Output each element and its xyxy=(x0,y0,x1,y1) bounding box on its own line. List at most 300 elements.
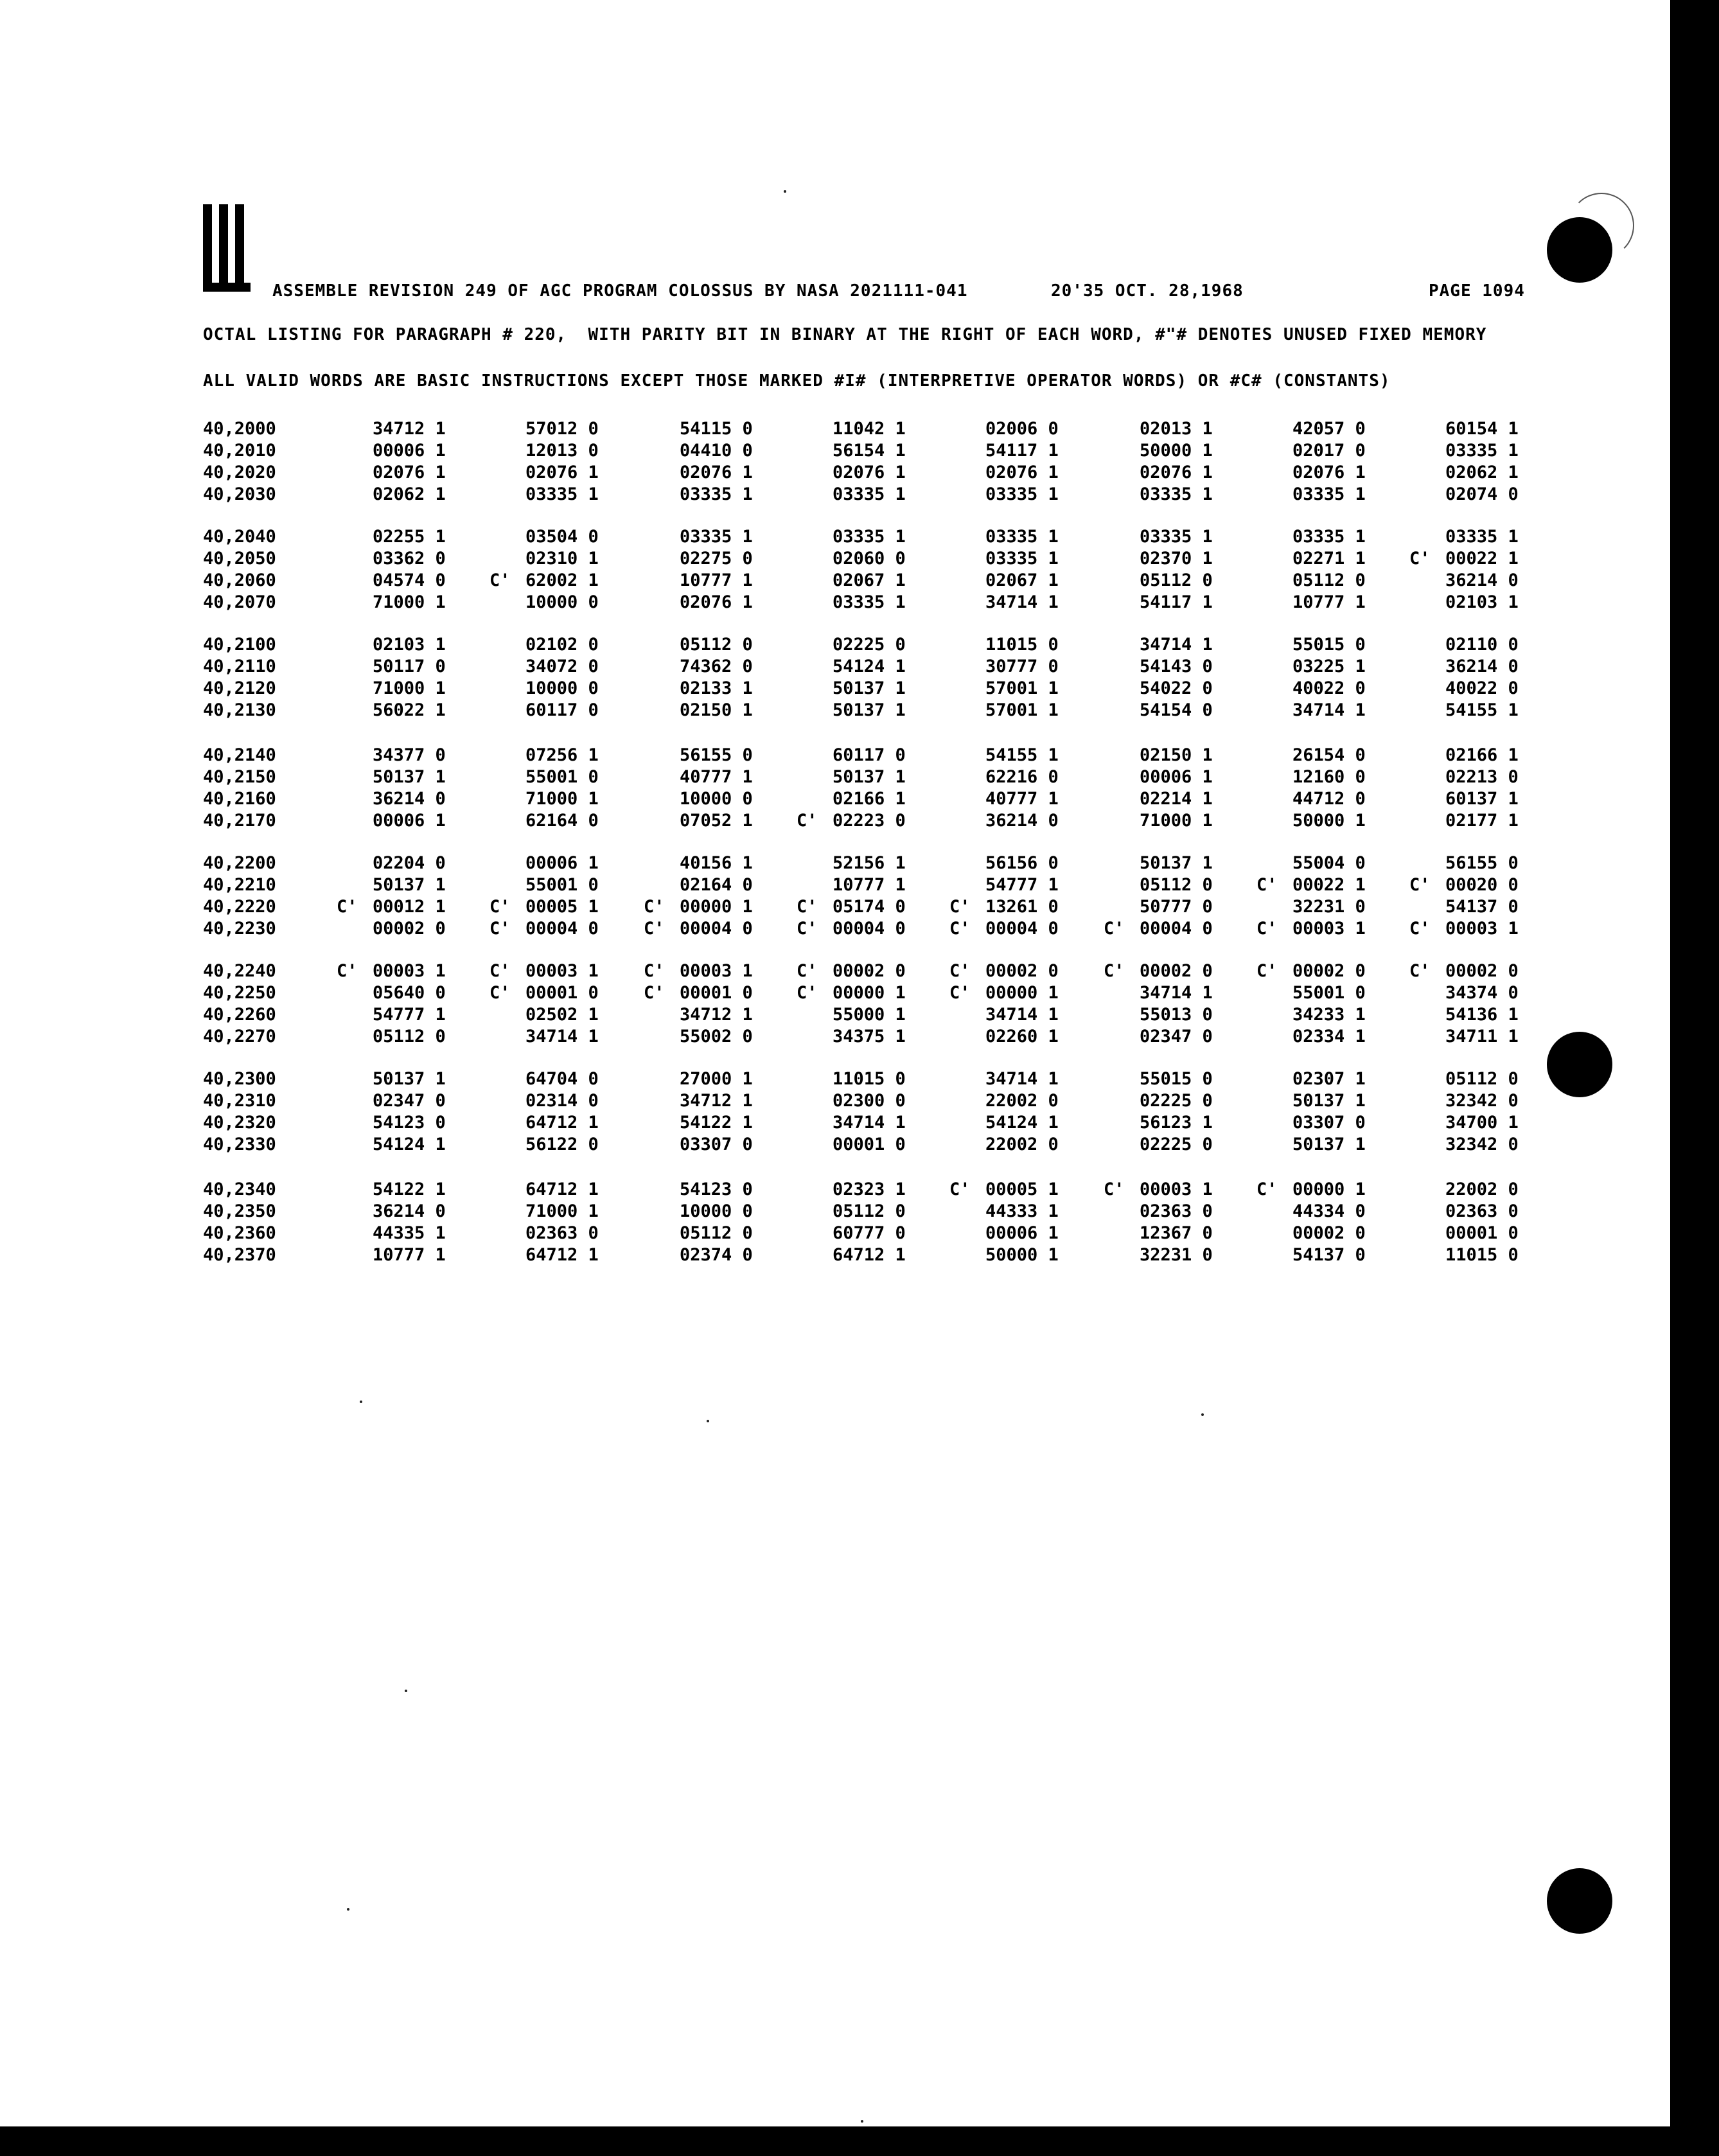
octal-word: 54777 1 xyxy=(373,1005,446,1025)
octal-word: 34714 1 xyxy=(1140,635,1213,655)
constant-marker: C' xyxy=(1104,1180,1125,1199)
octal-word: 50137 1 xyxy=(373,1069,446,1089)
octal-word: 00002 0 xyxy=(373,919,446,939)
octal-word: 34714 1 xyxy=(985,1069,1059,1089)
octal-word: 54777 1 xyxy=(985,875,1059,895)
octal-word: 54137 0 xyxy=(1292,1245,1366,1265)
constant-marker: C' xyxy=(797,983,818,1003)
octal-word: 02300 0 xyxy=(833,1091,906,1111)
octal-word: 02314 0 xyxy=(525,1091,599,1111)
constant-marker: C' xyxy=(337,961,358,981)
octal-word: 54117 1 xyxy=(1140,592,1213,612)
octal-word: 60137 1 xyxy=(1445,789,1519,809)
octal-word: 56022 1 xyxy=(373,700,446,720)
octal-word: 00004 0 xyxy=(1140,919,1213,939)
octal-word: 02076 1 xyxy=(1140,463,1213,482)
octal-word: 13261 0 xyxy=(985,897,1059,917)
octal-word: 00004 0 xyxy=(680,919,753,939)
octal-word: 40156 1 xyxy=(680,853,753,873)
scan-speck xyxy=(1201,1413,1204,1416)
octal-word: 02067 1 xyxy=(833,570,906,590)
octal-word: 34375 1 xyxy=(833,1027,906,1047)
octal-word: 56155 0 xyxy=(1445,853,1519,873)
octal-word: 05112 0 xyxy=(1292,570,1366,590)
row-address: 40,2160 xyxy=(203,789,276,809)
octal-word: 03362 0 xyxy=(373,549,446,569)
row-address: 40,2360 xyxy=(203,1223,276,1243)
octal-word: 50137 1 xyxy=(1292,1135,1366,1154)
octal-word: 00002 0 xyxy=(1292,961,1366,981)
octal-word: 50000 1 xyxy=(1140,441,1213,461)
row-address: 40,2110 xyxy=(203,657,276,676)
octal-word: 02150 1 xyxy=(1140,745,1213,765)
octal-word: 27000 1 xyxy=(680,1069,753,1089)
octal-word: 40777 1 xyxy=(680,767,753,787)
octal-word: 57001 1 xyxy=(985,700,1059,720)
octal-word: 02076 1 xyxy=(373,463,446,482)
octal-word: 03504 0 xyxy=(525,527,599,547)
octal-word: 60117 0 xyxy=(525,700,599,720)
octal-word: 34711 1 xyxy=(1445,1027,1519,1047)
octal-word: 03335 1 xyxy=(1292,484,1366,504)
constant-marker: C' xyxy=(949,983,971,1003)
octal-word: 02310 1 xyxy=(525,549,599,569)
octal-word: 55001 0 xyxy=(1292,983,1366,1003)
octal-word: 02150 1 xyxy=(680,700,753,720)
octal-word: 02062 1 xyxy=(373,484,446,504)
octal-word: 54155 1 xyxy=(1445,700,1519,720)
octal-word: 50137 1 xyxy=(1140,853,1213,873)
octal-word: 36214 0 xyxy=(1445,570,1519,590)
octal-word: 02363 0 xyxy=(1140,1201,1213,1221)
octal-word: 54124 1 xyxy=(833,657,906,676)
octal-word: 02076 1 xyxy=(525,463,599,482)
octal-word: 02110 0 xyxy=(1445,635,1519,655)
octal-word: 02363 0 xyxy=(525,1223,599,1243)
constant-marker: C' xyxy=(797,811,818,831)
octal-word: 34072 0 xyxy=(525,657,599,676)
octal-word: 03335 1 xyxy=(525,484,599,504)
octal-word: 02334 1 xyxy=(1292,1027,1366,1047)
octal-word: 05174 0 xyxy=(833,897,906,917)
row-address: 40,2170 xyxy=(203,811,276,831)
octal-word: 05640 0 xyxy=(373,983,446,1003)
octal-word: 54117 1 xyxy=(985,441,1059,461)
octal-word: 55001 0 xyxy=(525,875,599,895)
octal-word: 07052 1 xyxy=(680,811,753,831)
octal-word: 00004 0 xyxy=(833,919,906,939)
row-address: 40,2050 xyxy=(203,549,276,569)
octal-word: 00002 0 xyxy=(1445,961,1519,981)
octal-word: 02076 1 xyxy=(1292,463,1366,482)
scan-edge xyxy=(1670,0,1719,2156)
octal-word: 00001 0 xyxy=(1445,1223,1519,1243)
row-address: 40,2260 xyxy=(203,1005,276,1025)
octal-word: 05112 0 xyxy=(1445,1069,1519,1089)
octal-word: 00006 1 xyxy=(985,1223,1059,1243)
octal-word: 34374 0 xyxy=(1445,983,1519,1003)
octal-word: 02076 1 xyxy=(833,463,906,482)
octal-word: 03335 1 xyxy=(680,484,753,504)
octal-word: 03335 1 xyxy=(833,592,906,612)
octal-word: 00003 1 xyxy=(525,961,599,981)
octal-word: 05112 0 xyxy=(1140,570,1213,590)
octal-word: 40777 1 xyxy=(985,789,1059,809)
octal-word: 36214 0 xyxy=(985,811,1059,831)
octal-word: 44333 1 xyxy=(985,1201,1059,1221)
listing-start-bars xyxy=(203,204,251,294)
octal-word: 55013 0 xyxy=(1140,1005,1213,1025)
octal-word: 03335 1 xyxy=(985,484,1059,504)
octal-word: 50137 1 xyxy=(833,767,906,787)
octal-word: 54154 0 xyxy=(1140,700,1213,720)
octal-word: 60117 0 xyxy=(833,745,906,765)
octal-word: 02370 1 xyxy=(1140,549,1213,569)
octal-word: 10777 1 xyxy=(680,570,753,590)
octal-word: 64712 1 xyxy=(525,1245,599,1265)
octal-word: 03335 1 xyxy=(1445,441,1519,461)
listing-title: ASSEMBLE REVISION 249 OF AGC PROGRAM COLOSSUS BY NASA 2021111-041 xyxy=(272,281,968,301)
octal-word: 02363 0 xyxy=(1445,1201,1519,1221)
row-address: 40,2310 xyxy=(203,1091,276,1111)
scan-bottom-edge xyxy=(0,2126,1719,2156)
octal-word: 26154 0 xyxy=(1292,745,1366,765)
octal-word: 62002 1 xyxy=(525,570,599,590)
octal-word: 00012 1 xyxy=(373,897,446,917)
octal-word: 00002 0 xyxy=(985,961,1059,981)
octal-word: 02166 1 xyxy=(1445,745,1519,765)
octal-word: 50117 0 xyxy=(373,657,446,676)
octal-word: 56123 1 xyxy=(1140,1113,1213,1133)
octal-word: 00006 1 xyxy=(373,811,446,831)
octal-word: 71000 1 xyxy=(1140,811,1213,831)
octal-word: 11015 0 xyxy=(833,1069,906,1089)
octal-word: 02103 1 xyxy=(1445,592,1519,612)
octal-word: 00006 1 xyxy=(373,441,446,461)
octal-word: 05112 0 xyxy=(680,635,753,655)
row-address: 40,2320 xyxy=(203,1113,276,1133)
octal-word: 03335 1 xyxy=(985,527,1059,547)
octal-word: 55001 0 xyxy=(525,767,599,787)
scan-speck xyxy=(347,1908,349,1911)
octal-word: 32342 0 xyxy=(1445,1091,1519,1111)
constant-marker: C' xyxy=(1409,919,1431,939)
octal-word: 02006 0 xyxy=(985,419,1059,439)
octal-word: 02017 0 xyxy=(1292,441,1366,461)
octal-word: 00005 1 xyxy=(525,897,599,917)
octal-word: 12013 0 xyxy=(525,441,599,461)
octal-word: 03307 0 xyxy=(680,1135,753,1154)
octal-word: 44712 0 xyxy=(1292,789,1366,809)
scan-speck xyxy=(784,190,786,193)
octal-word: 00003 1 xyxy=(373,961,446,981)
octal-word: 54155 1 xyxy=(985,745,1059,765)
octal-word: 50137 1 xyxy=(1292,1091,1366,1111)
octal-word: 03335 1 xyxy=(833,527,906,547)
constant-marker: C' xyxy=(1409,875,1431,895)
octal-word: 00003 1 xyxy=(1445,919,1519,939)
octal-word: 02062 1 xyxy=(1445,463,1519,482)
octal-word: 60154 1 xyxy=(1445,419,1519,439)
octal-word: 02347 0 xyxy=(1140,1027,1213,1047)
octal-word: 02225 0 xyxy=(1140,1091,1213,1111)
row-address: 40,2230 xyxy=(203,919,276,939)
octal-word: 00006 1 xyxy=(1140,767,1213,787)
octal-word: 02166 1 xyxy=(833,789,906,809)
octal-word: 02347 0 xyxy=(373,1091,446,1111)
octal-word: 00022 1 xyxy=(1292,875,1366,895)
octal-word: 00001 0 xyxy=(525,983,599,1003)
octal-word: 10777 1 xyxy=(373,1245,446,1265)
octal-word: 55002 0 xyxy=(680,1027,753,1047)
octal-word: 05112 0 xyxy=(1140,875,1213,895)
octal-word: 62216 0 xyxy=(985,767,1059,787)
octal-word: 10000 0 xyxy=(680,1201,753,1221)
octal-word: 02213 0 xyxy=(1445,767,1519,787)
octal-word: 04574 0 xyxy=(373,570,446,590)
octal-word: 02323 1 xyxy=(833,1180,906,1199)
octal-word: 50000 1 xyxy=(1292,811,1366,831)
octal-word: 02164 0 xyxy=(680,875,753,895)
octal-word: 34233 1 xyxy=(1292,1005,1366,1025)
octal-word: 54143 0 xyxy=(1140,657,1213,676)
octal-word: 56154 1 xyxy=(833,441,906,461)
octal-word: 02275 0 xyxy=(680,549,753,569)
octal-word: 22002 0 xyxy=(1445,1180,1519,1199)
octal-word: 44334 0 xyxy=(1292,1201,1366,1221)
octal-word: 02076 1 xyxy=(680,592,753,612)
octal-word: 54122 1 xyxy=(680,1113,753,1133)
octal-word: 00002 0 xyxy=(1140,961,1213,981)
octal-word: 34714 1 xyxy=(525,1027,599,1047)
constant-marker: C' xyxy=(1256,919,1278,939)
octal-word: 00004 0 xyxy=(525,919,599,939)
row-address: 40,2070 xyxy=(203,592,276,612)
octal-word: 32231 0 xyxy=(1292,897,1366,917)
octal-word: 54123 0 xyxy=(680,1180,753,1199)
octal-word: 62164 0 xyxy=(525,811,599,831)
octal-word: 50137 1 xyxy=(833,700,906,720)
scan-speck xyxy=(707,1420,709,1422)
octal-word: 50000 1 xyxy=(985,1245,1059,1265)
octal-word: 54137 0 xyxy=(1445,897,1519,917)
constant-marker: C' xyxy=(644,919,665,939)
octal-word: 11015 0 xyxy=(1445,1245,1519,1265)
row-address: 40,2220 xyxy=(203,897,276,917)
row-address: 40,2000 xyxy=(203,419,276,439)
octal-word: 50137 1 xyxy=(373,875,446,895)
octal-word: 02223 0 xyxy=(833,811,906,831)
octal-word: 03335 1 xyxy=(985,549,1059,569)
octal-word: 32342 0 xyxy=(1445,1135,1519,1154)
octal-word: 02103 1 xyxy=(373,635,446,655)
octal-word: 34700 1 xyxy=(1445,1113,1519,1133)
row-address: 40,2120 xyxy=(203,678,276,698)
octal-word: 34377 0 xyxy=(373,745,446,765)
constant-marker: C' xyxy=(949,919,971,939)
octal-word: 02076 1 xyxy=(680,463,753,482)
page-number: PAGE 1094 xyxy=(1429,281,1525,301)
octal-word: 57001 1 xyxy=(985,678,1059,698)
punch-hole-shadow xyxy=(1569,193,1634,258)
octal-word: 54122 1 xyxy=(373,1180,446,1199)
octal-word: 00001 0 xyxy=(680,983,753,1003)
constant-marker: C' xyxy=(489,961,511,981)
octal-word: 57012 0 xyxy=(525,419,599,439)
octal-word: 00005 1 xyxy=(985,1180,1059,1199)
row-address: 40,2350 xyxy=(203,1201,276,1221)
octal-word: 54124 1 xyxy=(373,1135,446,1154)
octal-word: 54022 0 xyxy=(1140,678,1213,698)
octal-word: 64712 1 xyxy=(525,1113,599,1133)
octal-word: 34712 1 xyxy=(680,1091,753,1111)
punch-hole-middle xyxy=(1547,1032,1612,1097)
row-address: 40,2240 xyxy=(203,961,276,981)
octal-word: 71000 1 xyxy=(373,678,446,698)
octal-word: 55015 0 xyxy=(1292,635,1366,655)
octal-word: 02076 1 xyxy=(985,463,1059,482)
octal-word: 02307 1 xyxy=(1292,1069,1366,1089)
constant-marker: C' xyxy=(1256,961,1278,981)
row-address: 40,2150 xyxy=(203,767,276,787)
octal-word: 02502 1 xyxy=(525,1005,599,1025)
octal-word: 22002 0 xyxy=(985,1135,1059,1154)
row-address: 40,2300 xyxy=(203,1069,276,1089)
octal-word: 71000 1 xyxy=(525,789,599,809)
octal-word: 10000 0 xyxy=(525,678,599,698)
octal-word: 02374 0 xyxy=(680,1245,753,1265)
octal-word: 55000 1 xyxy=(833,1005,906,1025)
octal-word: 34712 1 xyxy=(680,1005,753,1025)
octal-word: 36214 0 xyxy=(373,1201,446,1221)
octal-word: 50137 1 xyxy=(373,767,446,787)
octal-word: 10777 1 xyxy=(1292,592,1366,612)
octal-word: 03335 1 xyxy=(833,484,906,504)
row-address: 40,2020 xyxy=(203,463,276,482)
octal-word: 12160 0 xyxy=(1292,767,1366,787)
octal-word: 00003 1 xyxy=(1140,1180,1213,1199)
constant-marker: C' xyxy=(1256,875,1278,895)
octal-word: 00000 1 xyxy=(680,897,753,917)
octal-word: 04410 0 xyxy=(680,441,753,461)
constant-marker: C' xyxy=(797,897,818,917)
octal-word: 34712 1 xyxy=(373,419,446,439)
octal-word: 36214 0 xyxy=(1445,657,1519,676)
octal-word: 00022 1 xyxy=(1445,549,1519,569)
octal-word: 05112 0 xyxy=(833,1201,906,1221)
octal-word: 71000 1 xyxy=(525,1201,599,1221)
octal-word: 55004 0 xyxy=(1292,853,1366,873)
octal-word: 34714 1 xyxy=(833,1113,906,1133)
punch-hole-bottom xyxy=(1547,1868,1612,1934)
octal-word: 00000 1 xyxy=(833,983,906,1003)
octal-word: 03225 1 xyxy=(1292,657,1366,676)
row-address: 40,2210 xyxy=(203,875,276,895)
octal-word: 00000 1 xyxy=(985,983,1059,1003)
octal-word: 10000 0 xyxy=(680,789,753,809)
constant-marker: C' xyxy=(489,983,511,1003)
octal-word: 02133 1 xyxy=(680,678,753,698)
row-address: 40,2250 xyxy=(203,983,276,1003)
octal-word: 56122 0 xyxy=(525,1135,599,1154)
row-address: 40,2140 xyxy=(203,745,276,765)
listing-timestamp: 20'35 OCT. 28,1968 xyxy=(1051,281,1244,301)
constant-marker: C' xyxy=(337,897,358,917)
octal-word: 36214 0 xyxy=(373,789,446,809)
octal-word: 00006 1 xyxy=(525,853,599,873)
octal-word: 02214 1 xyxy=(1140,789,1213,809)
constant-marker: C' xyxy=(949,897,971,917)
octal-word: 50777 0 xyxy=(1140,897,1213,917)
constant-marker: C' xyxy=(1256,1180,1278,1199)
row-address: 40,2340 xyxy=(203,1180,276,1199)
octal-word: 03307 0 xyxy=(1292,1113,1366,1133)
octal-word: 22002 0 xyxy=(985,1091,1059,1111)
octal-word: 54115 0 xyxy=(680,419,753,439)
octal-word: 02074 0 xyxy=(1445,484,1519,504)
constant-marker: C' xyxy=(1409,961,1431,981)
octal-word: 00000 1 xyxy=(1292,1180,1366,1199)
constant-marker: C' xyxy=(644,961,665,981)
octal-word: 34714 1 xyxy=(985,1005,1059,1025)
octal-word: 05112 0 xyxy=(680,1223,753,1243)
constant-marker: C' xyxy=(644,897,665,917)
octal-word: 60777 0 xyxy=(833,1223,906,1243)
octal-word: 02260 1 xyxy=(985,1027,1059,1047)
octal-word: 44335 1 xyxy=(373,1223,446,1243)
octal-word: 11015 0 xyxy=(985,635,1059,655)
row-address: 40,2010 xyxy=(203,441,276,461)
octal-word: 02204 0 xyxy=(373,853,446,873)
octal-word: 64712 1 xyxy=(525,1180,599,1199)
octal-word: 40022 0 xyxy=(1445,678,1519,698)
octal-word: 02067 1 xyxy=(985,570,1059,590)
constant-marker: C' xyxy=(489,919,511,939)
octal-word: 54136 1 xyxy=(1445,1005,1519,1025)
octal-word: 00020 0 xyxy=(1445,875,1519,895)
octal-word: 32231 0 xyxy=(1140,1245,1213,1265)
constant-marker: C' xyxy=(949,961,971,981)
octal-word: 02102 0 xyxy=(525,635,599,655)
row-address: 40,2200 xyxy=(203,853,276,873)
constant-marker: C' xyxy=(1104,961,1125,981)
octal-word: 00003 1 xyxy=(1292,919,1366,939)
row-address: 40,2130 xyxy=(203,700,276,720)
octal-word: 00002 0 xyxy=(1292,1223,1366,1243)
listing-subtitle: OCTAL LISTING FOR PARAGRAPH # 220, WITH PARITY BIT IN BINARY AT THE RIGHT OF EACH WORD, #"# DENOTES UNUSED FIXED MEMORY xyxy=(203,325,1487,344)
constant-marker: C' xyxy=(949,1180,971,1199)
octal-word: 10000 0 xyxy=(525,592,599,612)
scan-speck xyxy=(360,1401,362,1403)
octal-word: 03335 1 xyxy=(1140,484,1213,504)
octal-word: 40022 0 xyxy=(1292,678,1366,698)
octal-word: 02177 1 xyxy=(1445,811,1519,831)
octal-word: 05112 0 xyxy=(373,1027,446,1047)
octal-word: 07256 1 xyxy=(525,745,599,765)
constant-marker: C' xyxy=(644,983,665,1003)
octal-word: 55015 0 xyxy=(1140,1069,1213,1089)
row-address: 40,2060 xyxy=(203,570,276,590)
octal-word: 02271 1 xyxy=(1292,549,1366,569)
constant-marker: C' xyxy=(489,570,511,590)
constant-marker: C' xyxy=(1104,919,1125,939)
octal-word: 54124 1 xyxy=(985,1113,1059,1133)
row-address: 40,2330 xyxy=(203,1135,276,1154)
octal-word: 54123 0 xyxy=(373,1113,446,1133)
octal-word: 52156 1 xyxy=(833,853,906,873)
octal-word: 56156 0 xyxy=(985,853,1059,873)
row-address: 40,2270 xyxy=(203,1027,276,1047)
